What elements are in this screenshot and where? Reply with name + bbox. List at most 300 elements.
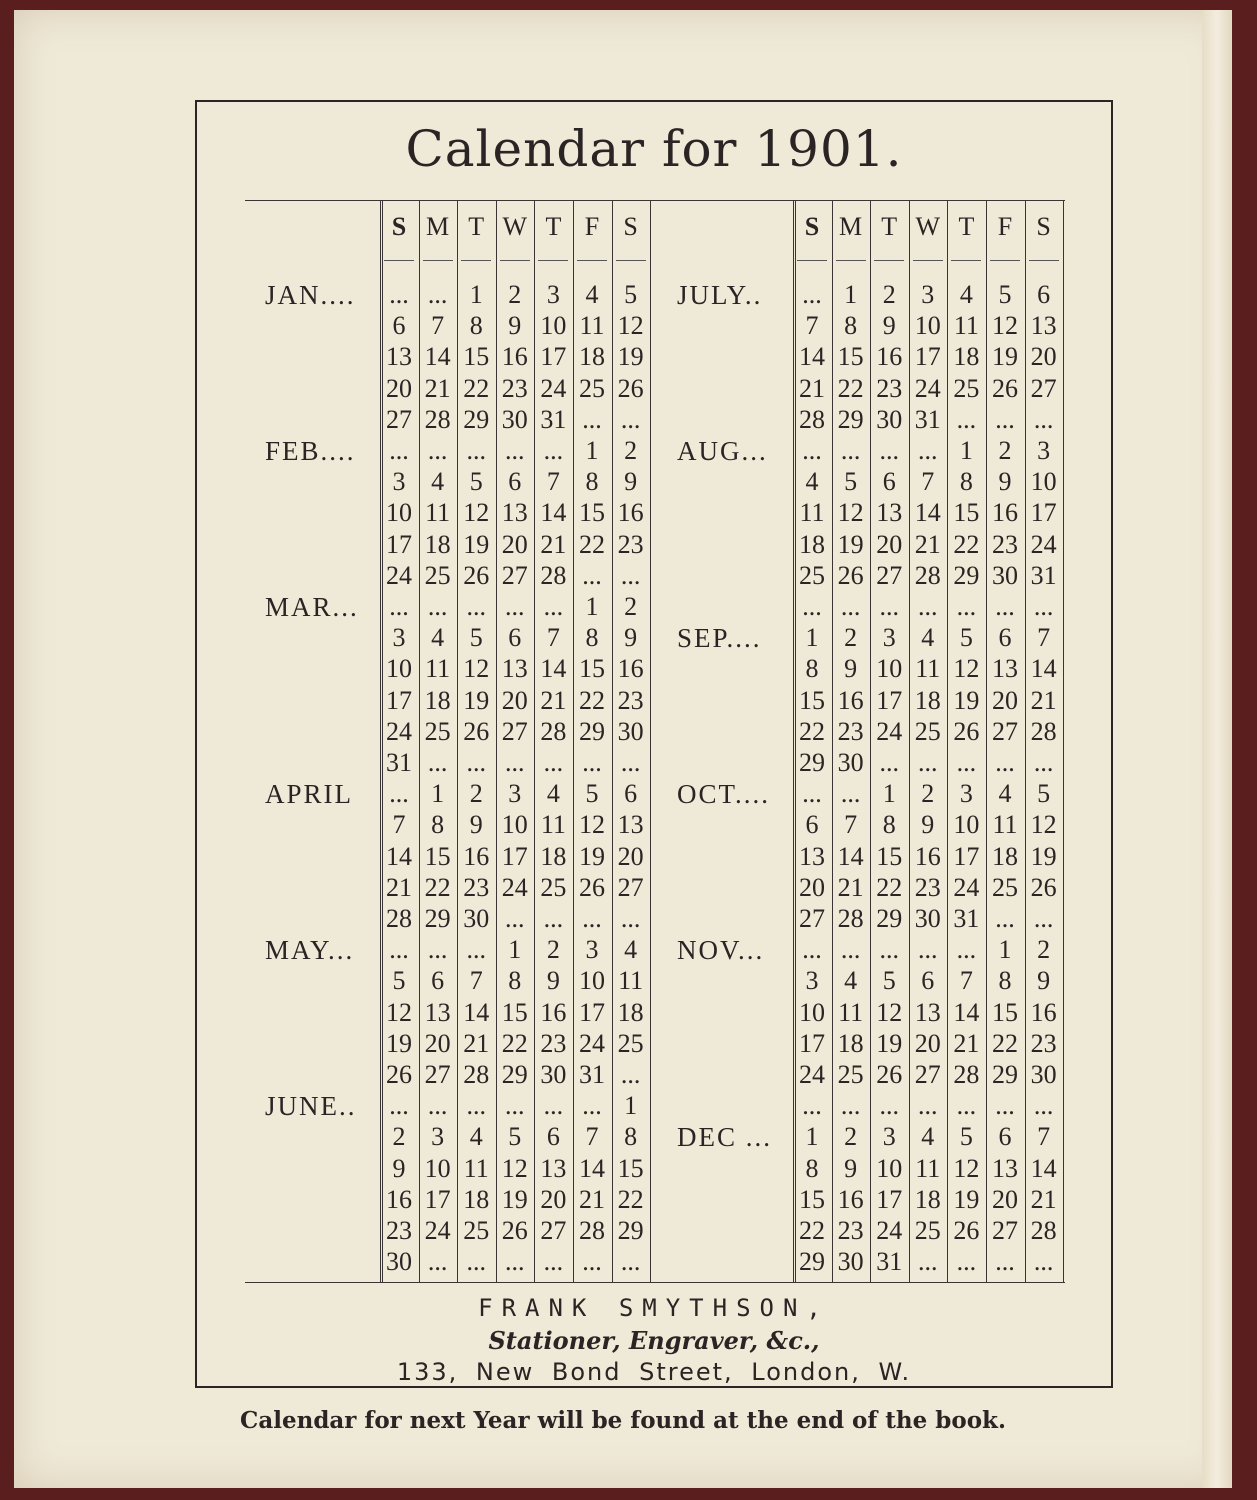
day-cell: 2 xyxy=(844,623,858,653)
day-cell: 18 xyxy=(424,529,451,559)
footnote: Calendar for next Year will be found at the end of the book. xyxy=(240,1407,1006,1434)
calendar-grid xyxy=(245,200,1065,1282)
day-cell: ... xyxy=(620,560,641,590)
day-cell: 6 xyxy=(998,1122,1012,1152)
day-cell: ... xyxy=(505,1247,525,1277)
day-cell: 30 xyxy=(501,404,528,434)
day-cell: 29 xyxy=(424,904,451,933)
day-cell: ... xyxy=(543,436,564,465)
day-cell: ... xyxy=(466,1247,486,1277)
day-cell: ... xyxy=(995,404,1015,434)
day-cell: 13 xyxy=(617,810,644,840)
day-cell: ... xyxy=(620,404,641,434)
day-cell: 2 xyxy=(998,436,1012,465)
day-cell: 18 xyxy=(799,529,825,559)
day-cell: 17 xyxy=(386,685,412,715)
day-cell: 3 xyxy=(882,1122,896,1152)
month-label: JULY.. xyxy=(677,280,763,310)
day-cell: ... xyxy=(466,935,486,965)
day-cell: 31 xyxy=(914,404,941,434)
day-cell: 19 xyxy=(992,342,1018,372)
day-cell: 4 xyxy=(959,280,973,309)
day-cell: 10 xyxy=(914,311,941,341)
day-cell: 10 xyxy=(540,311,567,341)
day-cell: ... xyxy=(505,748,525,777)
day-cell: 25 xyxy=(953,373,980,403)
day-cell: 28 xyxy=(953,1060,980,1089)
day-cell: ... xyxy=(427,1091,448,1121)
day-cell: 9 xyxy=(392,1153,406,1183)
day-cell: 8 xyxy=(431,810,445,840)
day-cell: ... xyxy=(840,1091,861,1121)
day-cell: 15 xyxy=(799,1184,825,1214)
day-cell: 12 xyxy=(463,654,490,684)
month-label: NOV... xyxy=(677,935,765,966)
day-cell: 16 xyxy=(876,342,903,372)
day-cell: 14 xyxy=(914,498,941,528)
day-cell: 27 xyxy=(876,560,903,590)
calendar-frame xyxy=(195,100,1113,1388)
day-cell: 28 xyxy=(1030,716,1057,746)
day-cell: 5 xyxy=(959,1122,973,1152)
day-cell: 19 xyxy=(463,529,490,559)
header-underline xyxy=(990,260,1020,261)
day-cell: 6 xyxy=(508,467,522,497)
day-cell: ... xyxy=(1033,592,1054,621)
day-cell: 12 xyxy=(463,498,490,528)
day-cell: 11 xyxy=(915,654,941,684)
day-cell: 2 xyxy=(508,280,522,309)
day-cell: 26 xyxy=(876,1060,903,1089)
day-cell: ... xyxy=(389,935,409,965)
day-cell: 8 xyxy=(469,311,483,341)
day-cell: 22 xyxy=(579,685,605,715)
day-cell: 12 xyxy=(953,654,980,684)
day-cell: 20 xyxy=(992,1184,1018,1214)
day-cell: ... xyxy=(995,904,1015,933)
day-cell: 17 xyxy=(914,342,941,372)
day-cell: 29 xyxy=(837,404,864,434)
day-cell: 4 xyxy=(805,467,819,497)
header-underline xyxy=(500,260,530,261)
day-cell: 22 xyxy=(617,1184,644,1214)
day-cell: 10 xyxy=(799,997,825,1027)
day-cell: 3 xyxy=(585,935,599,965)
weekday-header: S xyxy=(804,212,820,241)
day-cell: 28 xyxy=(914,560,941,590)
page-title: Calendar for 1901. xyxy=(405,120,903,178)
day-cell: 9 xyxy=(998,467,1012,497)
day-cell: 4 xyxy=(585,280,599,309)
day-cell: 29 xyxy=(953,560,980,590)
day-cell: ... xyxy=(1033,748,1054,777)
day-cell: 8 xyxy=(508,966,522,996)
day-cell: 28 xyxy=(386,904,412,933)
day-cell: 10 xyxy=(386,498,412,528)
weekday-header: F xyxy=(584,212,600,241)
month-label: JAN.... xyxy=(265,280,356,310)
day-cell: 27 xyxy=(501,560,528,590)
day-cell: 30 xyxy=(386,1247,412,1277)
day-cell: 9 xyxy=(882,311,896,341)
day-cell: 2 xyxy=(392,1122,406,1152)
day-cell: ... xyxy=(466,436,486,465)
day-cell: 1 xyxy=(469,280,483,309)
day-cell: 3 xyxy=(882,623,896,653)
day-cell: ... xyxy=(956,748,977,777)
day-cell: 29 xyxy=(501,1060,528,1089)
day-cell: 13 xyxy=(1030,311,1057,341)
day-cell: 13 xyxy=(501,498,528,528)
day-cell: ... xyxy=(505,592,525,621)
day-cell: 15 xyxy=(424,841,451,871)
day-cell: 11 xyxy=(799,498,825,528)
day-cell: 5 xyxy=(585,779,599,809)
day-cell: 1 xyxy=(624,1091,638,1121)
day-cell: 15 xyxy=(953,498,980,528)
day-cell: 18 xyxy=(914,1184,941,1214)
day-cell: 10 xyxy=(1030,467,1057,497)
day-cell: 8 xyxy=(624,1122,638,1152)
day-cell: 23 xyxy=(540,1028,567,1058)
header-underline xyxy=(384,260,414,261)
day-cell: 12 xyxy=(617,311,644,341)
day-cell: 11 xyxy=(425,498,451,528)
day-cell: ... xyxy=(918,748,938,777)
day-cell: 24 xyxy=(1030,529,1057,559)
day-cell: 17 xyxy=(386,529,412,559)
day-cell: 30 xyxy=(837,1247,864,1277)
day-cell: 26 xyxy=(992,373,1018,403)
day-cell: 26 xyxy=(837,560,864,590)
day-cell: 5 xyxy=(392,966,406,996)
weekday-header: S xyxy=(1036,212,1051,241)
day-cell: 20 xyxy=(501,529,528,559)
day-cell: 5 xyxy=(882,966,896,996)
day-cell: ... xyxy=(802,779,822,809)
day-cell: 7 xyxy=(805,311,819,341)
day-cell: 6 xyxy=(546,1122,560,1152)
day-cell: 21 xyxy=(799,373,825,403)
day-cell: 12 xyxy=(953,1153,980,1183)
day-cell: ... xyxy=(543,748,564,777)
day-cell: ... xyxy=(802,592,822,621)
month-label: AUG... xyxy=(677,436,768,466)
day-cell: ... xyxy=(466,1091,486,1121)
day-cell: 8 xyxy=(585,467,599,497)
day-cell: 2 xyxy=(546,935,560,965)
day-cell: 11 xyxy=(425,654,451,684)
day-cell: 4 xyxy=(921,1122,935,1152)
day-cell: 12 xyxy=(386,997,412,1027)
day-cell: 23 xyxy=(617,529,644,559)
day-cell: 26 xyxy=(617,373,644,403)
grid-top-rule xyxy=(245,200,1065,201)
day-cell: ... xyxy=(956,1091,977,1121)
month-label: FEB.... xyxy=(265,436,356,466)
weekday-header: T xyxy=(468,212,485,241)
header-underline xyxy=(616,260,646,261)
day-cell: ... xyxy=(995,1247,1015,1277)
day-cell: 23 xyxy=(914,872,941,902)
day-cell: 9 xyxy=(844,1153,858,1183)
weekday-header: S xyxy=(391,212,407,241)
day-cell: 22 xyxy=(799,1216,825,1245)
day-cell: 23 xyxy=(463,872,490,902)
day-cell: ... xyxy=(466,592,486,621)
day-cell: ... xyxy=(543,1247,564,1277)
day-cell: 6 xyxy=(805,810,819,840)
day-cell: 3 xyxy=(1037,436,1051,465)
day-cell: 4 xyxy=(998,779,1012,809)
day-cell: 22 xyxy=(992,1028,1018,1058)
day-cell: 21 xyxy=(1030,685,1057,715)
day-cell: 7 xyxy=(959,966,973,996)
publisher-name: FRANK SMYTHSON, xyxy=(478,1294,830,1322)
weekday-header: W xyxy=(502,212,528,241)
day-cell: 10 xyxy=(579,966,605,996)
day-cell: 13 xyxy=(799,841,825,871)
day-cell: 17 xyxy=(1030,498,1057,528)
day-cell: 15 xyxy=(579,498,605,528)
day-cell: ... xyxy=(802,436,822,465)
weekday-header: M xyxy=(426,212,450,241)
day-cell: 4 xyxy=(624,935,638,965)
day-cell: 31 xyxy=(876,1247,903,1277)
day-cell: 31 xyxy=(386,748,412,777)
day-cell: 27 xyxy=(1030,373,1057,403)
day-cell: 20 xyxy=(799,872,825,902)
day-cell: 24 xyxy=(799,1060,825,1089)
day-cell: ... xyxy=(389,1091,409,1121)
day-cell: 1 xyxy=(844,280,858,309)
day-cell: 2 xyxy=(882,280,896,309)
day-cell: 7 xyxy=(431,311,445,341)
day-cell: 7 xyxy=(1037,1122,1051,1152)
day-cell: 15 xyxy=(617,1153,644,1183)
day-cell: 13 xyxy=(876,498,903,528)
day-cell: 28 xyxy=(579,1216,605,1245)
day-cell: 16 xyxy=(540,997,567,1027)
day-cell: 6 xyxy=(921,966,935,996)
day-cell: 9 xyxy=(624,467,638,497)
day-cell: 19 xyxy=(876,1028,903,1058)
weekday-header: T xyxy=(958,212,975,241)
day-cell: 7 xyxy=(469,966,483,996)
day-cell: 19 xyxy=(386,1028,412,1058)
calendar-page xyxy=(14,10,1232,1488)
publisher-address: 133, New Bond Street, London, W. xyxy=(396,1358,912,1386)
day-cell: 17 xyxy=(876,1184,903,1214)
day-cell: 11 xyxy=(953,311,979,341)
day-cell: 14 xyxy=(1030,654,1057,684)
day-cell: 27 xyxy=(501,716,528,746)
day-cell: 14 xyxy=(953,997,980,1027)
day-cell: 1 xyxy=(585,592,599,621)
day-cell: 8 xyxy=(959,467,973,497)
day-cell: 26 xyxy=(953,716,980,746)
day-cell: 8 xyxy=(805,1153,819,1183)
day-cell: 2 xyxy=(624,436,638,465)
day-cell: 8 xyxy=(585,623,599,653)
day-cell: 3 xyxy=(546,280,560,309)
day-cell: 28 xyxy=(424,404,451,434)
day-cell: ... xyxy=(427,280,448,309)
day-cell: 22 xyxy=(463,373,490,403)
day-cell: 26 xyxy=(1030,872,1057,902)
day-cell: 26 xyxy=(579,872,605,902)
day-cell: ... xyxy=(879,748,899,777)
day-cell: ... xyxy=(1033,1247,1054,1277)
day-cell: 18 xyxy=(617,997,644,1027)
day-cell: 27 xyxy=(617,872,644,902)
day-cell: 13 xyxy=(914,997,941,1027)
day-cell: ... xyxy=(389,779,409,809)
day-cell: 13 xyxy=(992,654,1018,684)
day-cell: 23 xyxy=(501,373,528,403)
day-cell: 21 xyxy=(1030,1184,1057,1214)
day-cell: ... xyxy=(543,904,564,933)
day-cell: 27 xyxy=(799,904,825,933)
header-underline xyxy=(577,260,607,261)
day-cell: 13 xyxy=(424,997,451,1027)
day-cell: 29 xyxy=(579,716,605,746)
day-cell: 24 xyxy=(914,373,941,403)
day-cell: 27 xyxy=(992,716,1018,746)
day-cell: ... xyxy=(918,1091,938,1121)
header-underline xyxy=(797,260,827,261)
day-cell: 16 xyxy=(501,342,528,372)
day-cell: 12 xyxy=(992,311,1018,341)
day-cell: 29 xyxy=(876,904,903,933)
day-cell: 5 xyxy=(469,467,483,497)
day-cell: ... xyxy=(840,779,861,809)
day-cell: 17 xyxy=(953,841,980,871)
day-cell: 17 xyxy=(876,685,903,715)
day-cell: ... xyxy=(918,592,938,621)
day-cell: ... xyxy=(582,404,602,434)
day-cell: 1 xyxy=(998,935,1012,965)
day-cell: 25 xyxy=(799,560,825,590)
day-cell: 1 xyxy=(508,935,522,965)
day-cell: 18 xyxy=(914,685,941,715)
day-cell: 29 xyxy=(799,1247,825,1277)
day-cell: 24 xyxy=(501,872,528,902)
day-cell: 17 xyxy=(501,841,528,871)
day-cell: 7 xyxy=(392,810,406,840)
month-label: MAY... xyxy=(265,935,355,966)
day-cell: 15 xyxy=(799,685,825,715)
day-cell: 27 xyxy=(992,1216,1018,1245)
day-cell: 21 xyxy=(386,872,412,902)
grid-bottom-rule xyxy=(245,1282,1065,1283)
day-cell: 30 xyxy=(914,904,941,933)
day-cell: 10 xyxy=(424,1153,451,1183)
day-cell: 3 xyxy=(921,280,935,309)
day-cell: 5 xyxy=(508,1122,522,1152)
day-cell: 25 xyxy=(837,1060,864,1089)
day-cell: 30 xyxy=(463,904,490,933)
header-underline xyxy=(461,260,491,261)
day-cell: 14 xyxy=(463,997,490,1027)
day-cell: 25 xyxy=(617,1028,644,1058)
day-cell: 30 xyxy=(876,404,903,434)
day-cell: ... xyxy=(620,1247,641,1277)
day-cell: ... xyxy=(505,1091,525,1121)
header-underline xyxy=(423,260,453,261)
day-cell: 18 xyxy=(463,1184,490,1214)
day-cell: 16 xyxy=(1030,997,1057,1027)
day-cell: ... xyxy=(1033,1091,1054,1121)
month-label: MAR... xyxy=(265,592,359,622)
day-cell: 28 xyxy=(799,404,825,434)
day-cell: 21 xyxy=(540,529,567,559)
day-cell: ... xyxy=(918,935,938,965)
day-cell: ... xyxy=(505,436,525,465)
day-cell: 17 xyxy=(540,342,567,372)
day-cell: ... xyxy=(995,592,1015,621)
day-cell: 2 xyxy=(921,779,935,809)
day-cell: 30 xyxy=(540,1060,567,1089)
day-cell: 25 xyxy=(914,716,941,746)
day-cell: 21 xyxy=(424,373,451,403)
day-cell: 20 xyxy=(424,1028,451,1058)
day-cell: 9 xyxy=(921,810,935,840)
day-cell: 19 xyxy=(463,685,490,715)
day-cell: 18 xyxy=(424,685,451,715)
day-cell: 6 xyxy=(1037,280,1051,309)
day-cell: 18 xyxy=(540,841,567,871)
day-cell: ... xyxy=(956,404,977,434)
day-cell: 22 xyxy=(579,529,605,559)
day-cell: 10 xyxy=(876,654,903,684)
day-cell: 15 xyxy=(837,342,864,372)
day-cell: 22 xyxy=(424,872,451,902)
day-cell: 13 xyxy=(386,342,412,372)
month-label: OCT.... xyxy=(677,779,770,810)
day-cell: 11 xyxy=(838,997,864,1027)
day-cell: 13 xyxy=(540,1153,567,1183)
day-cell: 16 xyxy=(992,498,1018,528)
grid-column-rule xyxy=(650,200,651,1282)
day-cell: ... xyxy=(918,1247,938,1277)
day-cell: 15 xyxy=(579,654,605,684)
day-cell: 24 xyxy=(953,872,980,902)
day-cell: 8 xyxy=(844,311,858,341)
day-cell: 4 xyxy=(546,779,560,809)
day-cell: 10 xyxy=(876,1153,903,1183)
day-cell: ... xyxy=(620,904,641,933)
day-cell: 12 xyxy=(1030,810,1057,840)
day-cell: 19 xyxy=(501,1184,528,1214)
day-cell: ... xyxy=(802,935,822,965)
day-cell: 23 xyxy=(386,1216,412,1245)
day-cell: ... xyxy=(620,748,641,777)
day-cell: 16 xyxy=(914,841,941,871)
day-cell: ... xyxy=(840,592,861,621)
day-cell: 27 xyxy=(386,404,412,434)
day-cell: 15 xyxy=(876,841,903,871)
day-cell: ... xyxy=(802,1091,822,1121)
day-cell: ... xyxy=(995,1091,1015,1121)
day-cell: 26 xyxy=(386,1060,412,1089)
day-cell: ... xyxy=(543,1091,564,1121)
day-cell: 16 xyxy=(617,654,644,684)
day-cell: 25 xyxy=(463,1216,490,1245)
day-cell: 4 xyxy=(921,623,935,653)
day-cell: 18 xyxy=(992,841,1018,871)
day-cell: 19 xyxy=(617,342,644,372)
